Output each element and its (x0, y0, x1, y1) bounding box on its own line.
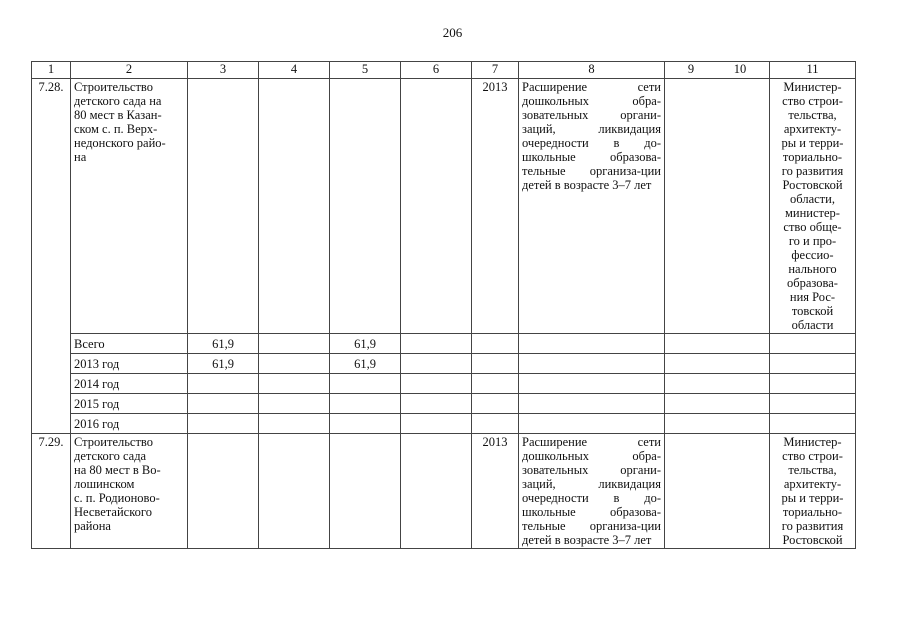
breakdown-label: 2013 год (71, 354, 188, 374)
header-cell: 4 (259, 62, 330, 79)
table-cell (259, 334, 330, 354)
breakdown-value (330, 394, 401, 414)
item-responsible: Министер- ство строи- тельства, архитекту- ры и терри- ториально- го развития Ростовской области, министер- ство обще- го и про- фессио- нального образова- ния Рос- товской области (770, 79, 856, 334)
header-cell: 8 (519, 62, 665, 79)
table-row (32, 394, 856, 414)
breakdown-label: 2015 год (71, 394, 188, 414)
table-cell (519, 374, 665, 394)
header-cell: 3 (188, 62, 259, 79)
breakdown-label: 2014 год (71, 374, 188, 394)
table-cell (519, 334, 665, 354)
table-row (32, 79, 856, 334)
table-cell (665, 394, 770, 414)
table-cell (665, 374, 770, 394)
header-cell: 2 (71, 62, 188, 79)
table-cell (472, 394, 519, 414)
table-cell (330, 79, 401, 334)
item-number: 7.29. (32, 434, 71, 549)
item-goal: Расширение сети дошкольных обра-зовательных органи-заций, ликвидация очередности в до-школьные образова-тельные организа-ции детей в возрасте 3–7 лет (519, 434, 665, 549)
header-cell: 11 (770, 62, 856, 79)
table-cell (259, 374, 330, 394)
table-cell (259, 434, 330, 549)
table-row (32, 334, 856, 354)
table-cell (770, 354, 856, 374)
table-cell (188, 79, 259, 334)
breakdown-value (188, 374, 259, 394)
table-cell (401, 394, 472, 414)
table-cell (665, 354, 770, 374)
table-cell (330, 434, 401, 549)
header-cell: 9 (687, 62, 695, 76)
table-cell (519, 394, 665, 414)
breakdown-value (330, 414, 401, 434)
header-cell-9-10 (665, 62, 770, 79)
item-goal: Расширение сети дошкольных обра-зовательных органи-заций, ликвидация очередности в до-школьные образова-тельные организа-ции детей в возрасте 3–7 лет (519, 79, 665, 334)
item-number: 7.28. (32, 79, 71, 434)
table-cell (519, 414, 665, 434)
breakdown-value: 61,9 (188, 354, 259, 374)
table-cell (665, 414, 770, 434)
header-cell: 1 (32, 62, 71, 79)
table-row (32, 434, 856, 549)
header-cell: 10 (733, 62, 747, 76)
table-cell (770, 374, 856, 394)
breakdown-label: Всего (71, 334, 188, 354)
breakdown-value: 61,9 (188, 334, 259, 354)
breakdown-value: 61,9 (330, 334, 401, 354)
header-row (32, 62, 856, 79)
table-cell (770, 394, 856, 414)
breakdown-value (330, 374, 401, 394)
table-row (32, 374, 856, 394)
item-name: Строительство детского сада на 80 мест в Во- лошинском с. п. Родионово- Несветайского района (71, 434, 188, 549)
table-cell (472, 334, 519, 354)
item-year: 2013 (472, 434, 519, 549)
table-cell (401, 374, 472, 394)
table-cell (665, 334, 770, 354)
item-responsible: Министер- ство строи- тельства, архитекту- ры и терри- ториально- го развития Ростовской (770, 434, 856, 549)
program-table (31, 61, 856, 549)
breakdown-value (188, 394, 259, 414)
breakdown-value: 61,9 (330, 354, 401, 374)
table-cell (401, 334, 472, 354)
table-cell (770, 414, 856, 434)
table-cell (472, 414, 519, 434)
table-cell (401, 434, 472, 549)
table-cell (259, 414, 330, 434)
table-cell (519, 354, 665, 374)
header-cell: 5 (330, 62, 401, 79)
page-number: 206 (442, 25, 463, 40)
table-cell (259, 79, 330, 334)
table-row (32, 354, 856, 374)
table-cell (188, 434, 259, 549)
table-cell (472, 374, 519, 394)
item-year: 2013 (472, 79, 519, 334)
header-cell: 6 (401, 62, 472, 79)
table-cell (770, 334, 856, 354)
header-cell: 7 (472, 62, 519, 79)
table-cell (401, 354, 472, 374)
table-row (32, 414, 856, 434)
table-cell (401, 414, 472, 434)
item-name: Строительство детского сада на 80 мест в Казан- ском с. п. Верх- недонского райо- на (71, 79, 188, 334)
table-cell (665, 79, 770, 334)
breakdown-label: 2016 год (71, 414, 188, 434)
table-cell (259, 354, 330, 374)
table-cell (472, 354, 519, 374)
table-cell (401, 79, 472, 334)
table-cell (665, 434, 770, 549)
breakdown-value (188, 414, 259, 434)
table-cell (259, 394, 330, 414)
